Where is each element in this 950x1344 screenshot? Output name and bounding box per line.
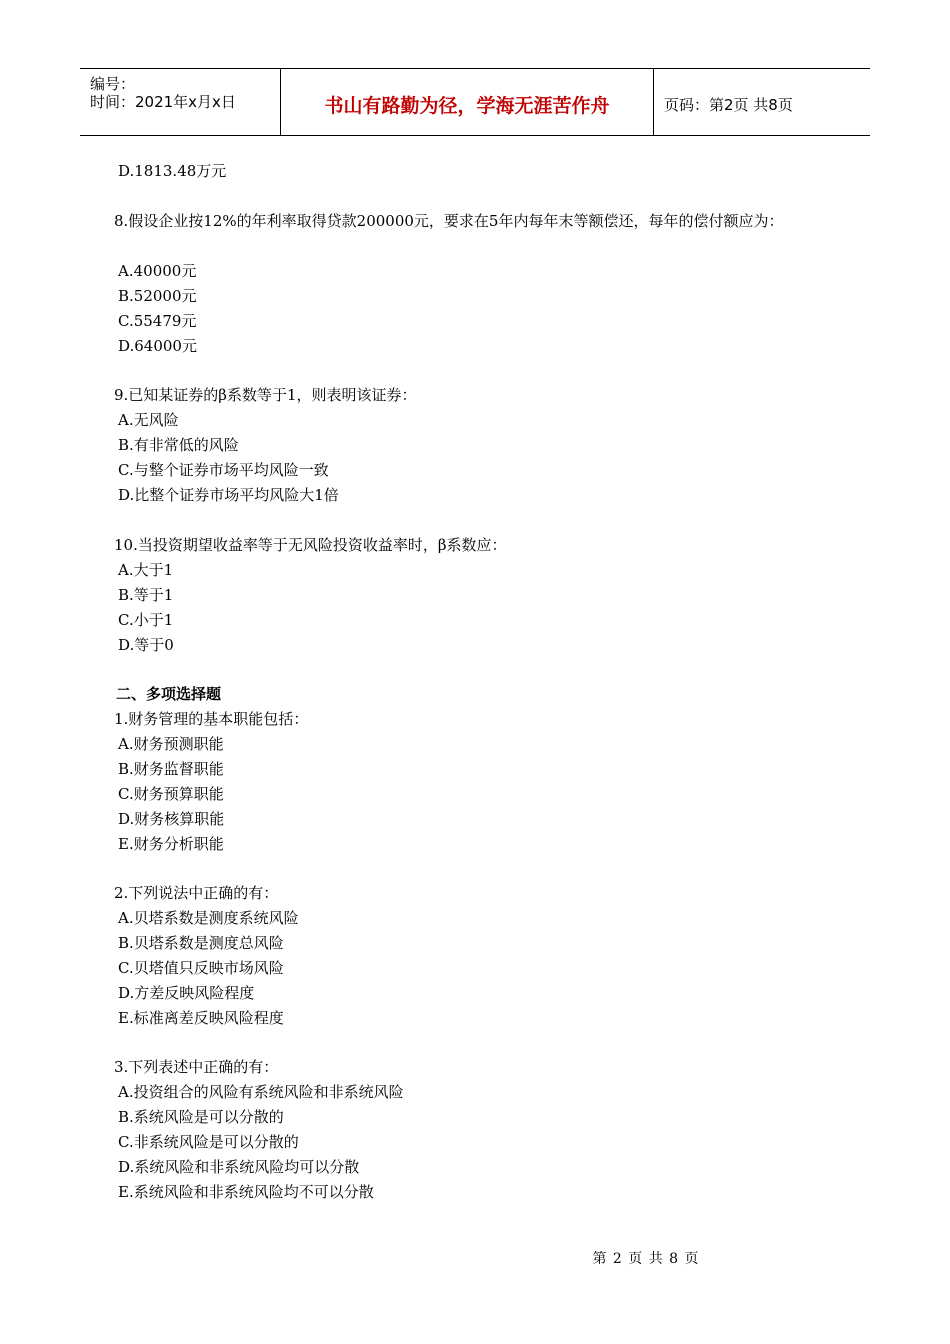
question-stem: 1.财务管理的基本职能包括： bbox=[114, 710, 309, 728]
option-text: B.财务监督职能 bbox=[118, 760, 224, 778]
question-stem: 9.已知某证券的β系数等于1，则表明该证券： bbox=[114, 386, 417, 404]
question-stem: 2.下列说法中正确的有： bbox=[114, 884, 279, 902]
option-text: A.财务预测职能 bbox=[118, 735, 224, 753]
question-stem: 10.当投资期望收益率等于无风险投资收益率时，β系数应： bbox=[114, 536, 507, 554]
page-footer bbox=[0, 1248, 950, 1268]
option-text: D.1813.48万元 bbox=[118, 162, 227, 180]
option-text: D.系统风险和非系统风险均可以分散 bbox=[118, 1158, 360, 1176]
option-text: C.贝塔值只反映市场风险 bbox=[118, 959, 284, 977]
option-text: D.等于0 bbox=[118, 636, 174, 654]
option-text: D.方差反映风险程度 bbox=[118, 984, 255, 1002]
option-text: E.标准离差反映风险程度 bbox=[118, 1009, 284, 1027]
time-label: 时间：2021年x月x日 bbox=[90, 93, 236, 111]
option-text: D.比整个证券市场平均风险大1倍 bbox=[118, 486, 339, 504]
option-text: B.等于1 bbox=[118, 586, 174, 604]
footer-page-number: 第 2 页 共 8 页 bbox=[592, 1251, 700, 1267]
header-motto: 书山有路勤为径，学海无涯苦作舟 bbox=[324, 95, 610, 117]
option-text: A.投资组合的风险有系统风险和非系统风险 bbox=[118, 1083, 404, 1101]
page-header bbox=[80, 68, 870, 136]
option-text: A.贝塔系数是测度系统风险 bbox=[118, 909, 299, 927]
option-text: C.非系统风险是可以分散的 bbox=[118, 1133, 299, 1151]
option-text: A.大于1 bbox=[118, 561, 174, 579]
header-page-cell bbox=[654, 69, 870, 135]
question-stem: 3.下列表述中正确的有： bbox=[114, 1058, 279, 1076]
option-text: E.系统风险和非系统风险均不可以分散 bbox=[118, 1183, 374, 1201]
option-text: C.小于1 bbox=[118, 611, 174, 629]
option-text: D.64000元 bbox=[118, 337, 197, 355]
number-label: 编号： bbox=[90, 75, 136, 93]
option-text: B.52000元 bbox=[118, 287, 197, 305]
option-text: E.财务分析职能 bbox=[118, 835, 224, 853]
option-text: C.与整个证券市场平均风险一致 bbox=[118, 461, 329, 479]
option-text: C.55479元 bbox=[118, 312, 197, 330]
option-text: D.财务核算职能 bbox=[118, 810, 225, 828]
option-text: B.有非常低的风险 bbox=[118, 436, 239, 454]
header-meta-cell bbox=[80, 69, 281, 135]
header-page-info: 页码：第2页 共8页 bbox=[664, 96, 793, 114]
question-stem: 8.假设企业按12%的年利率取得贷款200000元，要求在5年内每年末等额偿还，每年的偿付额应为： bbox=[114, 212, 784, 230]
option-text: A.无风险 bbox=[118, 411, 179, 429]
option-text: B.系统风险是可以分散的 bbox=[118, 1108, 284, 1126]
section-title: 二、多项选择题 bbox=[116, 685, 222, 703]
option-text: C.财务预算职能 bbox=[118, 785, 224, 803]
header-motto-cell bbox=[281, 69, 654, 135]
option-text: B.贝塔系数是测度总风险 bbox=[118, 934, 284, 952]
option-text: A.40000元 bbox=[118, 262, 197, 280]
